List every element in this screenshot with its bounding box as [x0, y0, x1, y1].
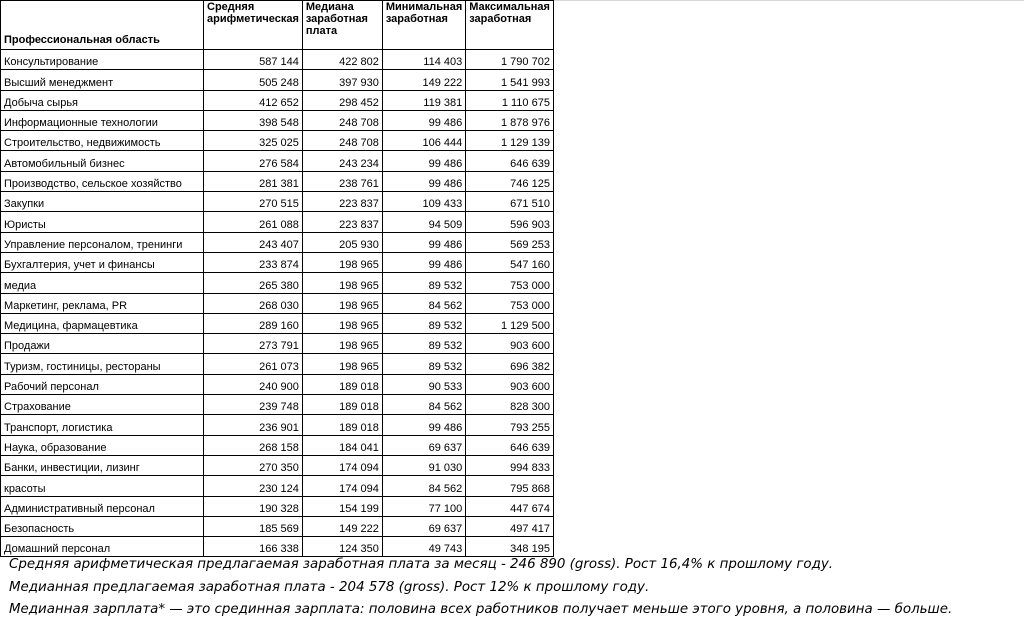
- cell-min[interactable]: 91 030: [382, 455, 465, 475]
- table-row: [1, 476, 554, 496]
- cell-max[interactable]: 1 541 993: [466, 70, 554, 90]
- cell-median[interactable]: 189 018: [302, 395, 382, 415]
- cell-median[interactable]: 205 930: [302, 232, 382, 252]
- cell-median[interactable]: 223 837: [302, 192, 382, 212]
- cell-min[interactable]: 99 486: [382, 232, 465, 252]
- cell-mean[interactable]: 166 338: [204, 537, 303, 557]
- table-row: [1, 334, 554, 354]
- cell-median[interactable]: 243 234: [302, 151, 382, 171]
- cell-min[interactable]: 69 637: [382, 516, 465, 536]
- cell-max[interactable]: 753 000: [466, 293, 554, 313]
- cell-mean[interactable]: 505 248: [204, 70, 303, 90]
- cell-mean[interactable]: 412 652: [204, 90, 303, 110]
- cell-min[interactable]: 99 486: [382, 110, 465, 130]
- cell-min[interactable]: 119 381: [382, 90, 465, 110]
- cell-mean[interactable]: 239 748: [204, 395, 303, 415]
- sheet-gridline: [524, 0, 1024, 1]
- cell-min[interactable]: 99 486: [382, 415, 465, 435]
- cell-max[interactable]: 994 833: [466, 455, 554, 475]
- cell-area[interactable]: Производство, сельское хозяйство: [1, 171, 204, 191]
- table-row: [1, 70, 554, 90]
- cell-median[interactable]: 198 965: [302, 313, 382, 333]
- cell-mean[interactable]: 230 124: [204, 476, 303, 496]
- cell-min[interactable]: 94 509: [382, 212, 465, 232]
- cell-mean[interactable]: 190 328: [204, 496, 303, 516]
- cell-median[interactable]: 189 018: [302, 415, 382, 435]
- cell-median[interactable]: 198 965: [302, 273, 382, 293]
- cell-max[interactable]: 1 790 702: [466, 50, 554, 70]
- cell-median[interactable]: 422 802: [302, 50, 382, 70]
- cell-median[interactable]: 174 094: [302, 476, 382, 496]
- cell-min[interactable]: 106 444: [382, 131, 465, 151]
- cell-area[interactable]: Домашний персонал: [1, 537, 204, 557]
- cell-median[interactable]: 154 199: [302, 496, 382, 516]
- cell-median[interactable]: 184 041: [302, 435, 382, 455]
- cell-min[interactable]: 99 486: [382, 171, 465, 191]
- table-row: [1, 273, 554, 293]
- cell-area[interactable]: Туризм, гостиницы, рестораны: [1, 354, 204, 374]
- table-row: [1, 151, 554, 171]
- cell-area[interactable]: Маркетинг, реклама, PR: [1, 293, 204, 313]
- note-definition: Медианная зарплата* — это срединная зарплата: половина всех работников получает меньше этого уровня, а половина — больше.: [9, 602, 953, 617]
- cell-area[interactable]: Административный персонал: [1, 496, 204, 516]
- cell-max[interactable]: 1 110 675: [466, 90, 554, 110]
- header-median[interactable]: Медиана заработная плата: [302, 1, 382, 50]
- cell-median[interactable]: 397 930: [302, 70, 382, 90]
- cell-min[interactable]: 84 562: [382, 293, 465, 313]
- cell-max[interactable]: 1 129 139: [466, 131, 554, 151]
- cell-mean[interactable]: 261 073: [204, 354, 303, 374]
- header-min[interactable]: Минимальная заработная: [382, 1, 465, 50]
- cell-mean[interactable]: 281 381: [204, 171, 303, 191]
- cell-area[interactable]: Транспорт, логистика: [1, 415, 204, 435]
- cell-area[interactable]: медиа: [1, 273, 204, 293]
- table-row: [1, 496, 554, 516]
- cell-area[interactable]: красоты: [1, 476, 204, 496]
- cell-area[interactable]: Наука, образование: [1, 435, 204, 455]
- cell-median[interactable]: 298 452: [302, 90, 382, 110]
- cell-area[interactable]: Безопасность: [1, 516, 204, 536]
- cell-mean[interactable]: 270 515: [204, 192, 303, 212]
- cell-mean[interactable]: 270 350: [204, 455, 303, 475]
- cell-min[interactable]: 89 532: [382, 354, 465, 374]
- cell-max[interactable]: 596 903: [466, 212, 554, 232]
- table-row: [1, 212, 554, 232]
- cell-min[interactable]: 99 486: [382, 151, 465, 171]
- cell-min[interactable]: 114 403: [382, 50, 465, 70]
- cell-mean[interactable]: 240 900: [204, 374, 303, 394]
- cell-area[interactable]: Бухгалтерия, учет и финансы: [1, 252, 204, 272]
- cell-max[interactable]: 646 639: [466, 151, 554, 171]
- cell-min[interactable]: 90 533: [382, 374, 465, 394]
- cell-area[interactable]: Банки, инвестиции, лизинг: [1, 455, 204, 475]
- cell-max[interactable]: 646 639: [466, 435, 554, 455]
- cell-max[interactable]: 746 125: [466, 171, 554, 191]
- cell-area[interactable]: Строительство, недвижимость: [1, 131, 204, 151]
- cell-area[interactable]: Медицина, фармацевтика: [1, 313, 204, 333]
- table-row: [1, 293, 554, 313]
- table-row: [1, 435, 554, 455]
- note-mean: Средняя арифметическая предлагаемая заработная плата за месяц - 246 890 (gross). Рост 16,4% к прошлому году.: [9, 557, 834, 572]
- cell-median[interactable]: 174 094: [302, 455, 382, 475]
- cell-min[interactable]: 89 532: [382, 334, 465, 354]
- cell-max[interactable]: 793 255: [466, 415, 554, 435]
- cell-max[interactable]: 828 300: [466, 395, 554, 415]
- cell-median[interactable]: 124 350: [302, 537, 382, 557]
- table-row: [1, 354, 554, 374]
- cell-max[interactable]: 547 160: [466, 252, 554, 272]
- cell-area[interactable]: Консультирование: [1, 50, 204, 70]
- table-row: [1, 252, 554, 272]
- table-row: [1, 313, 554, 333]
- header-mean[interactable]: Средняя арифметическая: [204, 1, 303, 50]
- cell-max[interactable]: 753 000: [466, 273, 554, 293]
- cell-mean[interactable]: 236 901: [204, 415, 303, 435]
- cell-min[interactable]: 149 222: [382, 70, 465, 90]
- table-row: [1, 232, 554, 252]
- table-row: [1, 131, 554, 151]
- cell-area[interactable]: Высший менеджмент: [1, 70, 204, 90]
- table-row: [1, 415, 554, 435]
- table-row: [1, 110, 554, 130]
- cell-area[interactable]: Рабочий персонал: [1, 374, 204, 394]
- cell-median[interactable]: 198 965: [302, 252, 382, 272]
- cell-min[interactable]: 89 532: [382, 313, 465, 333]
- cell-max[interactable]: 903 600: [466, 334, 554, 354]
- cell-max[interactable]: 447 674: [466, 496, 554, 516]
- salary-table: [0, 0, 554, 557]
- cell-max[interactable]: 569 253: [466, 232, 554, 252]
- cell-median[interactable]: 248 708: [302, 110, 382, 130]
- cell-mean[interactable]: 268 158: [204, 435, 303, 455]
- table-row: [1, 374, 554, 394]
- cell-area[interactable]: Информационные технологии: [1, 110, 204, 130]
- cell-mean[interactable]: 268 030: [204, 293, 303, 313]
- cell-area[interactable]: Добыча сырья: [1, 90, 204, 110]
- cell-mean[interactable]: 587 144: [204, 50, 303, 70]
- cell-mean[interactable]: 185 569: [204, 516, 303, 536]
- cell-median[interactable]: 198 965: [302, 354, 382, 374]
- cell-min[interactable]: 49 743: [382, 537, 465, 557]
- cell-area[interactable]: Страхование: [1, 395, 204, 415]
- header-max[interactable]: Максимальная заработная: [466, 1, 554, 50]
- cell-max[interactable]: 348 195: [466, 537, 554, 557]
- notes: [9, 554, 1019, 622]
- cell-median[interactable]: 223 837: [302, 212, 382, 232]
- cell-area[interactable]: Продажи: [1, 334, 204, 354]
- table-row: [1, 192, 554, 212]
- cell-min[interactable]: 99 486: [382, 252, 465, 272]
- cell-mean[interactable]: 398 548: [204, 110, 303, 130]
- cell-median[interactable]: 248 708: [302, 131, 382, 151]
- cell-area[interactable]: Юристы: [1, 212, 204, 232]
- cell-max[interactable]: 1 878 976: [466, 110, 554, 130]
- cell-mean[interactable]: 261 088: [204, 212, 303, 232]
- cell-min[interactable]: 69 637: [382, 435, 465, 455]
- table-row: [1, 90, 554, 110]
- cell-area[interactable]: Закупки: [1, 192, 204, 212]
- header-row: [1, 1, 554, 50]
- cell-min[interactable]: 77 100: [382, 496, 465, 516]
- table-row: [1, 516, 554, 536]
- cell-mean[interactable]: 276 584: [204, 151, 303, 171]
- cell-min[interactable]: 109 433: [382, 192, 465, 212]
- header-area[interactable]: Профессиональная область: [1, 1, 204, 50]
- table-row: [1, 171, 554, 191]
- cell-mean[interactable]: 233 874: [204, 252, 303, 272]
- cell-min[interactable]: 84 562: [382, 476, 465, 496]
- cell-max[interactable]: 903 600: [466, 374, 554, 394]
- cell-mean[interactable]: 325 025: [204, 131, 303, 151]
- cell-median[interactable]: 238 761: [302, 171, 382, 191]
- table-row: [1, 50, 554, 70]
- cell-mean[interactable]: 289 160: [204, 313, 303, 333]
- cell-median[interactable]: 149 222: [302, 516, 382, 536]
- cell-median[interactable]: 189 018: [302, 374, 382, 394]
- table-row: [1, 395, 554, 415]
- cell-median[interactable]: 198 965: [302, 334, 382, 354]
- cell-mean[interactable]: 273 791: [204, 334, 303, 354]
- cell-min[interactable]: 84 562: [382, 395, 465, 415]
- cell-area[interactable]: Автомобильный бизнес: [1, 151, 204, 171]
- note-median: Медианная предлагаемая заработная плата - 204 578 (gross). Рост 12% к прошлому году.: [9, 579, 650, 595]
- cell-max[interactable]: 795 868: [466, 476, 554, 496]
- cell-median[interactable]: 198 965: [302, 293, 382, 313]
- cell-max[interactable]: 671 510: [466, 192, 554, 212]
- cell-area[interactable]: Управление персоналом, тренинги: [1, 232, 204, 252]
- cell-max[interactable]: 1 129 500: [466, 313, 554, 333]
- cell-max[interactable]: 497 417: [466, 516, 554, 536]
- cell-mean[interactable]: 265 380: [204, 273, 303, 293]
- table-row: [1, 455, 554, 475]
- cell-mean[interactable]: 243 407: [204, 232, 303, 252]
- cell-min[interactable]: 89 532: [382, 273, 465, 293]
- cell-max[interactable]: 696 382: [466, 354, 554, 374]
